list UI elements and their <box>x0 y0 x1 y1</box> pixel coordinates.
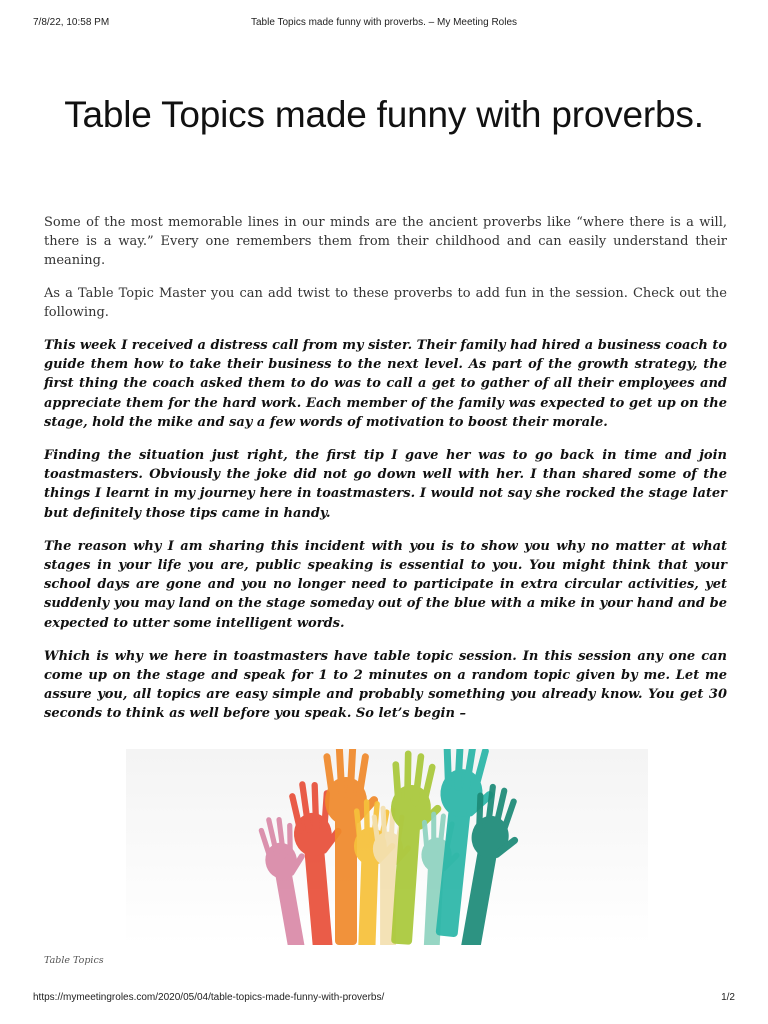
story-paragraph: Finding the situation just right, the first tip I gave her was to go back in time and join toastmasters. Obviously the joke did not go down well with her. I than shared some of the things I learnt in my journey here in toastmasters. I would not say she rocked the stage later but definitely those tips came in handy. <box>44 448 727 521</box>
print-datetime: 7/8/22, 10:58 PM <box>33 17 110 28</box>
story-paragraph: The reason why I am sharing this incident with you is to show you why no matter at what stages in your life you are, public speaking is essential to you. You might think that your school days are gone and you no longer need to participate in extra circular activities, yet suddenly you may land on the stage someday out of the blue with a mike in your hand and be expected to utter some intelligent words. <box>44 538 727 631</box>
article-body <box>44 213 727 738</box>
print-page-title: Table Topics made funny with proverbs. – My Meeting Roles <box>250 17 518 28</box>
raised-hands-illustration <box>126 749 648 945</box>
story-paragraph: This week I received a distress call from my sister. Their family had hired a business coach to guide them how to take their business to the next level. As part of the growth strategy, the first thing the coach asked them to do was to call a get to gather of all their employees and appreciate them for the hard work. Each member of the family was expected to get up on the stage, hold the mike and say a few words of motivation to boost their morale. <box>44 338 727 430</box>
print-header <box>33 17 735 31</box>
intro-paragraph: Some of the most memorable lines in our minds are the ancient proverbs like “where there is a will, there is a way.” Every one remembers them from their childhood and can easily understand their meaning. <box>44 215 727 269</box>
raised-hands-image <box>126 749 648 945</box>
story-paragraph: Which is why we here in toastmasters have table topic session. In this session any one can come up on the stage and speak for 1 to 2 minutes on a random topic given by me. Let me assure you, all topics are easy simple and probably something you already know. You get 30 seconds to think as well before you speak. So let’s begin – <box>44 648 727 722</box>
print-url: https://mymeetingroles.com/2020/05/04/table-topics-made-funny-with-proverbs/ <box>33 992 385 1003</box>
intro-paragraph: As a Table Topic Master you can add twist to these proverbs to add fun in the session. Check out the following. <box>44 285 727 320</box>
image-caption: Table Topics <box>44 955 104 966</box>
article-title: Table Topics made funny with proverbs. <box>64 94 704 135</box>
print-footer <box>33 992 735 1006</box>
print-page-number: 1/2 <box>721 992 735 1003</box>
